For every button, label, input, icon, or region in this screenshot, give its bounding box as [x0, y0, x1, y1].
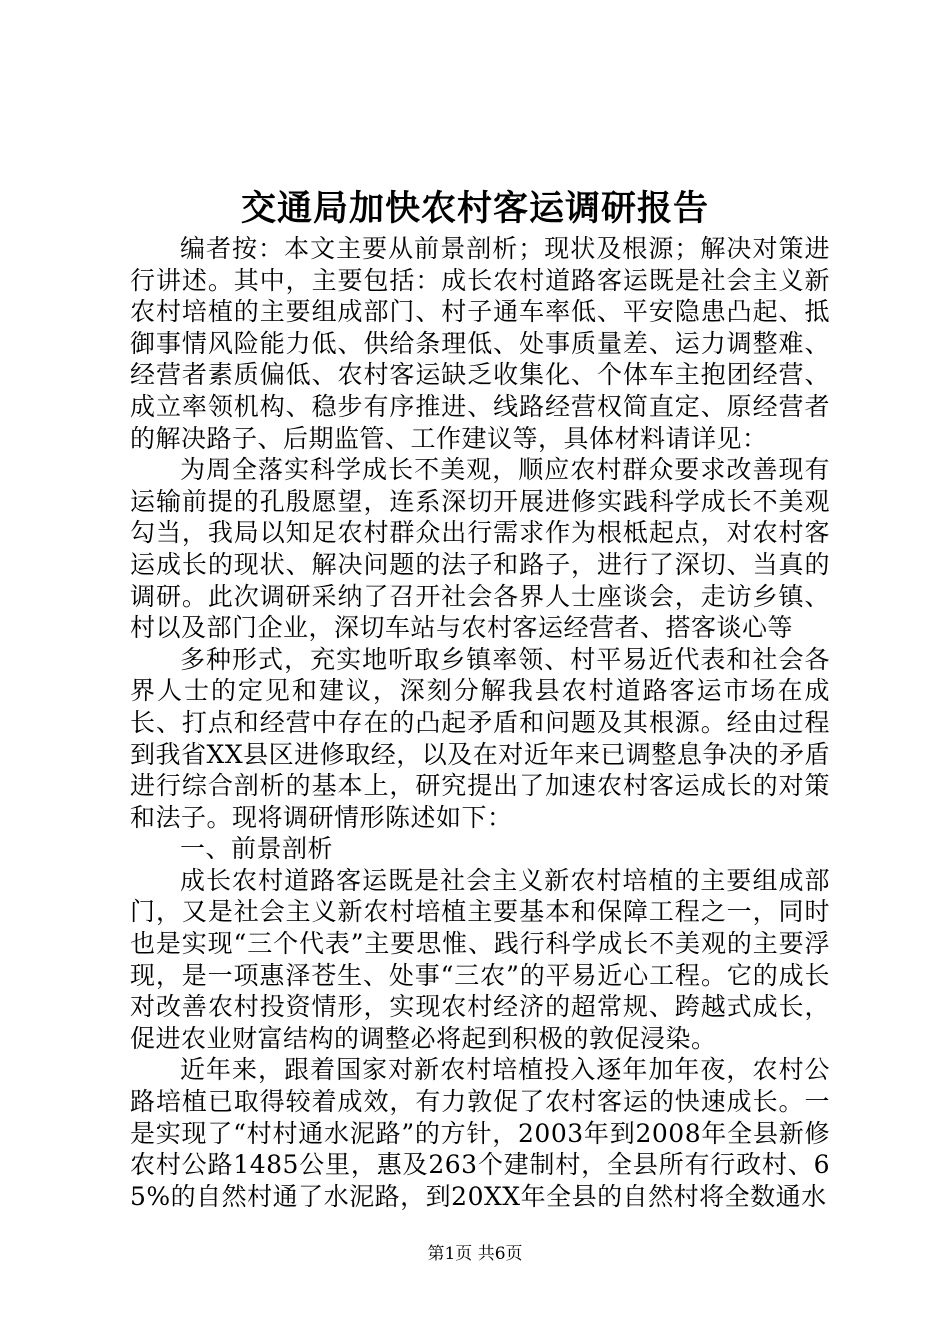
section-heading-prospect: 一、前景剖析 — [180, 834, 334, 864]
paragraph-introduction: 为周全落实科学成长不美观，顺应农村群众要求改善现有运输前提的孔殷愿望，连系深切开展进修实践科学成长不美观勾当，我局以知足农村群众出行需求作为根柢起点，对农村客运成长的现状、解决问题的法子和路子，进行了深切、当真的调研。此次调研采纳了召开社会各界人士座谈会，走访乡镇、村以及部门企业，深切车站与农村客运经营者、搭客谈心等 — [130, 455, 830, 643]
paragraph-editor-note: 编者按：本文主要从前景剖析；现状及根源；解决对策进行讲述。其中，主要包括：成长农村道路客运既是社会主义新农村培植的主要组成部门、村子通车率低、平安隐患凸起、抵御事情风险能力低、供给条理低、处事质量差、运力调整难、经营者素质偏低、农村客运缺乏收集化、个体车主抱团经营、成立率领机构、稳步有序推进、线路经营权简直定、原经营者的解决路子、后期监管、工作建议等，具体材料请详见： — [130, 234, 830, 453]
document-body — [130, 233, 830, 1212]
paragraph-recent-years: 近年来，跟着国家对新农村培植投入逐年加年夜，农村公路培植已取得较着成效，有力敦促了农村客运的快速成长。一是实现了“村村通水泥路”的方针，2003年到2008年全县新修农村公路1485公里，惠及263个建制村，全县所有行政村、65%的自然村通了水泥路，到20XX年全县的自然村将全数通水 — [130, 1055, 830, 1211]
page-number-footer: 第1页 共6页 — [427, 1244, 523, 1264]
paragraph-methods: 多种形式，充实地听取乡镇率领、村平易近代表和社会各界人士的定见和建议，深刻分解我县农村道路客运市场在成长、打点和经营中存在的凸起矛盾和问题及其根源。经由过程到我省XX县区进修取经，以及在对近年来已调整息争决的矛盾进行综合剖析的基本上，研究提出了加速农村客运成长的对策和法子。现将调研情形陈述如下： — [130, 644, 830, 832]
paragraph-prospect: 成长农村道路客运既是社会主义新农村培植的主要组成部门，又是社会主义新农村培植主要基本和保障工程之一，同时也是实现“三个代表”主要思惟、践行科学成长不美观的主要浮现，是一项惠泽苍生、处事“三农”的平易近心工程。它的成长对改善农村投资情形，实现农村经济的超常规、跨越式成长，促进农业财富结构的调整必将起到积极的敦促浸染。 — [130, 865, 830, 1053]
document-title: 交通局加快农村客运调研报告 — [240, 188, 709, 229]
